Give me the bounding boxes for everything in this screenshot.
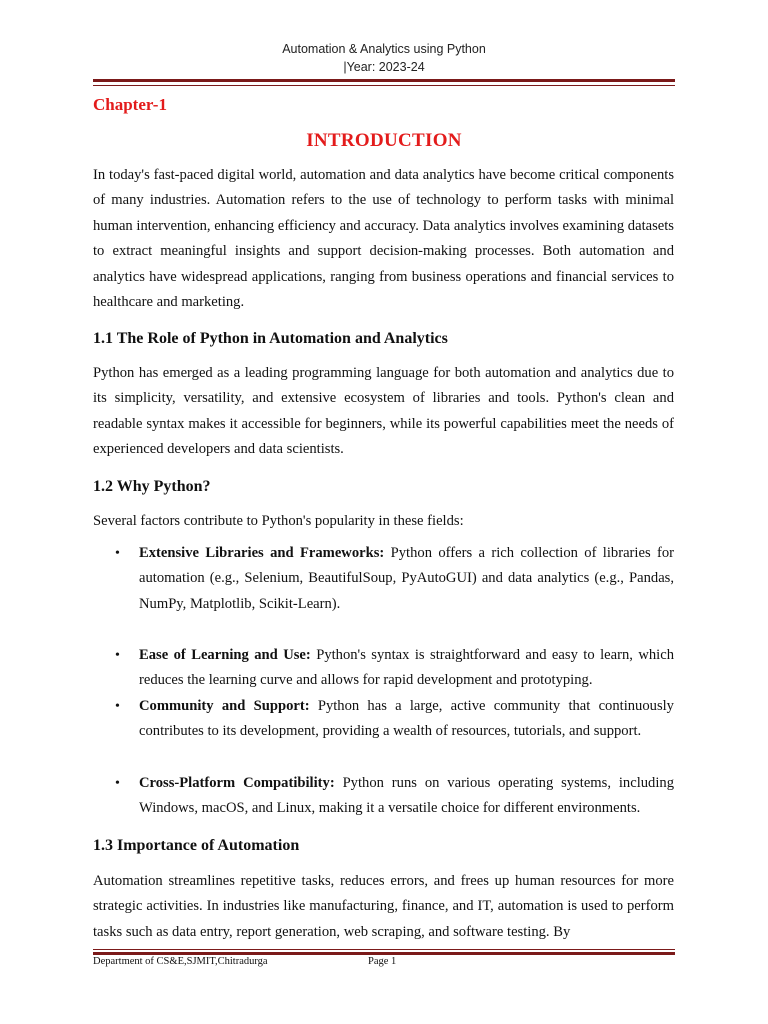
intro-paragraph: In today's fast-paced digital world, automation and data analytics have become critical components of many industries. Automation refers to the use of technology to perform tasks with minimal human intervention, enhancing efficiency and accuracy. Data analytics involves examining datasets to extract meaningful insights and support decision-making processes. Both automation and analytics have widespread applications, ranging from business operations and financial services to healthcare and marketing.: [93, 167, 674, 311]
bullet-text: Python has a large, active community that continuously contributes to its development, providing a wealth of resources, tutorials, and support.: [139, 698, 674, 740]
header-rule-thin: [93, 85, 675, 86]
footer-rule-thick: [93, 952, 675, 955]
bullet-item: [115, 694, 674, 745]
bullet-term: Community and Support:: [139, 698, 310, 714]
bullet-term: Cross-Platform Compatibility:: [139, 775, 335, 791]
bullet-item: [115, 541, 674, 617]
section-heading-1-2: 1.2 Why Python?: [93, 478, 211, 495]
bullet-icon: •: [115, 546, 120, 561]
section-heading-1-1: 1.1 The Role of Python in Automation and Analytics: [93, 330, 448, 347]
bullet-icon: •: [115, 776, 120, 791]
bullet-text: Python offers a rich collection of libraries for automation (e.g., Selenium, BeautifulSoup, PyAutoGUI) and data analytics (e.g., Pandas, NumPy, Matplotlib, Scikit-Learn).: [139, 545, 674, 612]
bullet-icon: •: [115, 699, 120, 714]
bullet-text: Python's syntax is straightforward and easy to learn, which reduces the learning curve and allows for rapid development and prototyping.: [139, 647, 675, 689]
bullet-item: [115, 643, 675, 694]
header-rule-thick: [93, 79, 675, 82]
bullet-term: Ease of Learning and Use:: [139, 647, 311, 663]
footer-department: Department of CS&E,SJMIT,Chitradurga: [93, 956, 268, 967]
running-header-year: |Year: 2023-24: [343, 60, 425, 74]
bullet-text: Python runs on various operating systems, including Windows, macOS, and Linux, making it a versatile choice for different environments.: [139, 775, 674, 817]
running-header-title: Automation & Analytics using Python: [282, 42, 486, 56]
section-heading-1-3: 1.3 Importance of Automation: [93, 837, 300, 854]
page-title: INTRODUCTION: [306, 130, 462, 151]
page-number: Page 1: [368, 956, 397, 967]
bullet-term: Extensive Libraries and Frameworks:: [139, 545, 385, 561]
bullet-icon: •: [115, 648, 120, 663]
section-body-1-3: Automation streamlines repetitive tasks, reduces errors, and frees up human resources for more strategic activities. In industries like manufacturing, finance, and IT, automation is used to perform tasks such as data entry, report generation, web scraping, and software testing. By: [93, 873, 674, 940]
section-body-1-2: Several factors contribute to Python's popularity in these fields:: [93, 513, 464, 529]
bullet-item: [115, 771, 674, 822]
section-body-1-1: Python has emerged as a leading programming language for both automation and analytics due to its simplicity, versatility, and extensive ecosystem of libraries and tools. Python's clean and readable syntax makes it accessible for beginners, while its powerful capabilities meet the needs of experienced developers and data scientists.: [93, 365, 674, 458]
chapter-label: Chapter-1: [93, 95, 167, 114]
footer-rule-thin: [93, 949, 675, 950]
